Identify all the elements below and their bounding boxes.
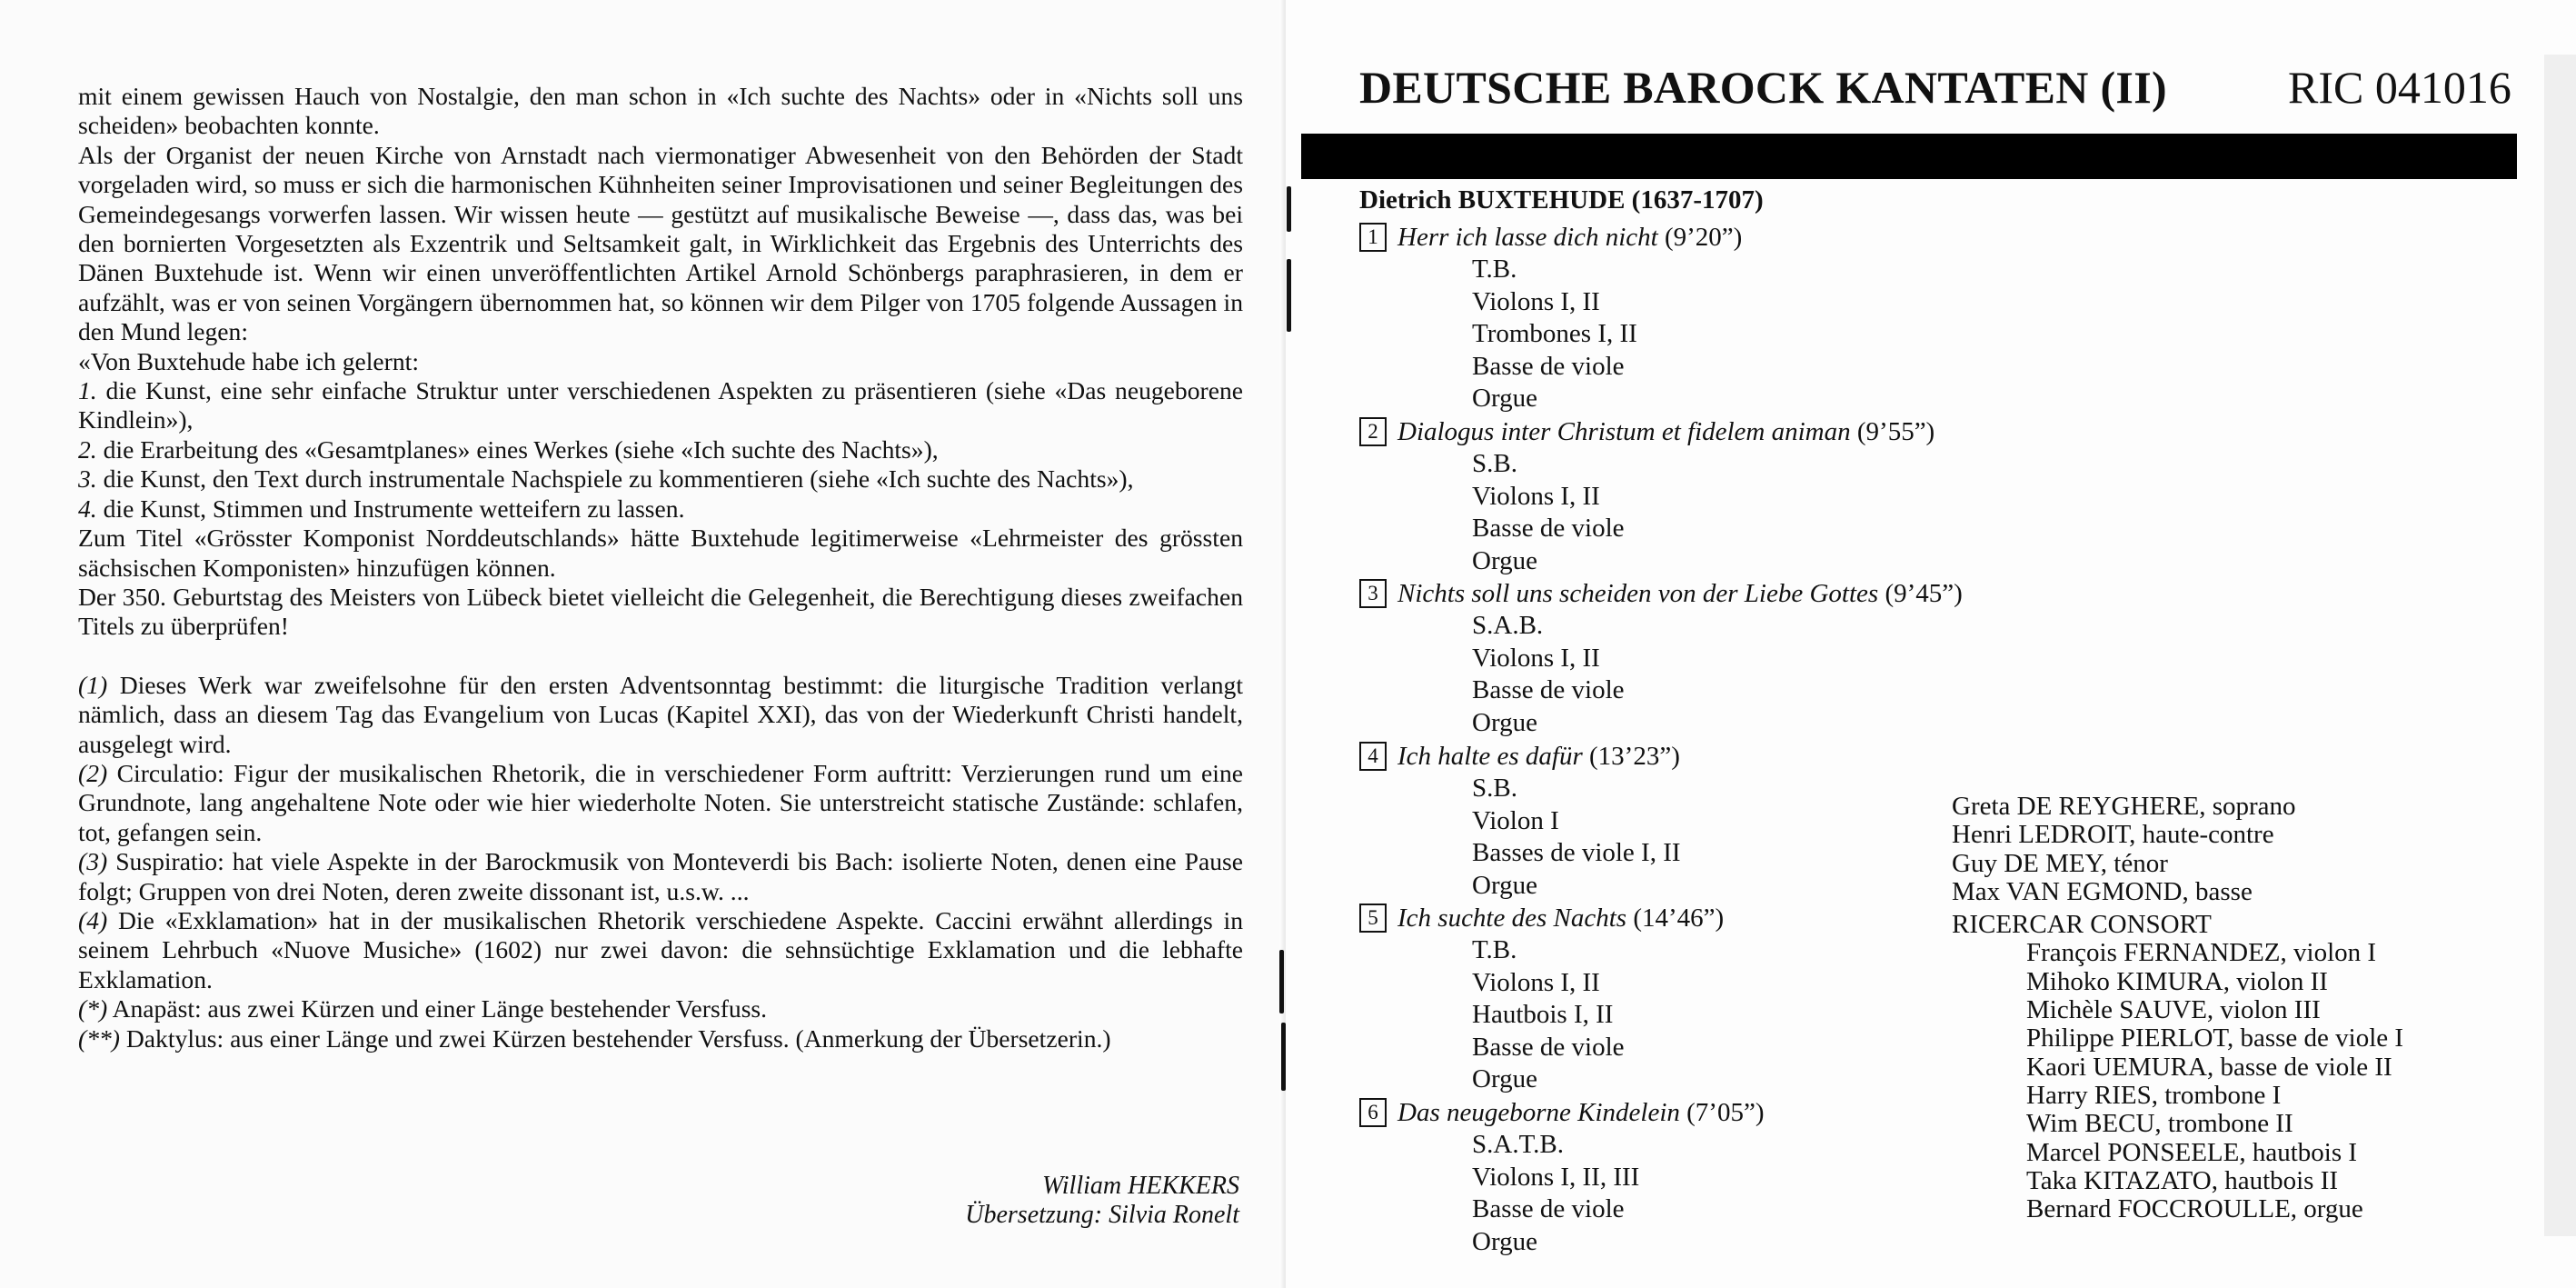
catalog-number: RIC 041016: [2288, 62, 2511, 113]
track-6: [1359, 1097, 1764, 1258]
track-5: [1359, 903, 1724, 1096]
track-number: 4: [1359, 742, 1387, 771]
scoring-line: Basse de viole: [1472, 675, 1625, 704]
binding-clip: [1287, 259, 1291, 332]
track-duration: (13’23”): [1582, 742, 1680, 771]
performers-list: [1952, 793, 2403, 1223]
track-scoring: [1472, 610, 1963, 739]
scoring-line: Violons I, II: [1472, 286, 1600, 316]
scoring-line: S.A.B.: [1472, 611, 1544, 640]
ensemble-member: Bernard FOCCROULLE, orgue: [2026, 1194, 2363, 1224]
track-scoring: [1472, 934, 1724, 1096]
track-3: [1359, 578, 1963, 739]
track-number: 3: [1359, 579, 1387, 608]
track-title: Herr ich lasse dich nicht: [1397, 223, 1658, 252]
track-title: Ich suchte des Nachts: [1397, 904, 1627, 933]
soloist: Max VAN EGMOND, basse: [1952, 876, 2253, 906]
list-item: 4. die Kunst, Stimmen und Instrumente wetteifern zu lassen.: [78, 494, 685, 523]
essay-paragraph: mit einem gewissen Hauch von Nostalgie, den man schon in «Ich suchte des Nachts» oder in «Nichts soll uns scheiden» beobachten konnte.: [78, 82, 1243, 140]
ensemble-member: Taka KITAZATO, hautbois II: [2026, 1165, 2339, 1195]
album-title: DEUTSCHE BAROCK KANTATEN (II): [1359, 62, 2167, 113]
track-duration: (9’55”): [1850, 417, 1935, 446]
binding-clip: [1279, 950, 1284, 1013]
soloist: Guy DE MEY, ténor: [1952, 848, 2168, 878]
list-item: 2. die Erarbeitung des «Gesamtplanes» eines Werkes (siehe «Ich suchte des Nachts»),: [78, 434, 939, 464]
track-number: 2: [1359, 417, 1387, 446]
binding-clip: [1287, 186, 1291, 232]
scoring-line: Violons I, II: [1472, 967, 1600, 997]
ensemble-member: Kaori UEMURA, basse de viole II: [2026, 1052, 2392, 1082]
scoring-line: Orgue: [1472, 707, 1537, 737]
ensemble-name: RICERCAR CONSORT: [1952, 910, 2212, 940]
footnote: (3) Suspiratio: hat viele Aspekte in der Barockmusik von Monteverdi bis Bach: isolierte Noten, denen eine Pause folgt; Gruppen von drei Noten, deren zweite dissonant ist, u.s.w. ...: [78, 847, 1243, 905]
track-1: [1359, 222, 1742, 415]
scoring-line: Violons I, II: [1472, 643, 1600, 673]
track-number: 6: [1359, 1098, 1387, 1127]
track-2: [1359, 416, 1934, 577]
footnote: (1) Dieses Werk war zweifelsohne für den ersten Adventsonntag bestimmt: die liturgische Tradition verlangt nämlich, dass an diesem Tag das Evangelium von Lucas (Kapitel XXI), das von der Wiederkunft Christi handelt, ausgelegt wird.: [78, 670, 1243, 758]
list-item: 3. die Kunst, den Text durch instrumentale Nachspiele zu kommentieren (siehe «Ich suchte des Nachts»),: [78, 464, 1134, 494]
track-duration: (14’46”): [1626, 904, 1725, 933]
scoring-line: S.A.T.B.: [1472, 1130, 1564, 1159]
track-duration: (7’05”): [1679, 1098, 1765, 1127]
essay-body: [78, 82, 1243, 1053]
track-4: [1359, 741, 1681, 902]
essay-paragraph: «Von Buxtehude habe ich gelernt:: [78, 346, 419, 375]
scoring-line: T.B.: [1472, 935, 1517, 964]
scoring-line: Violons I, II, III: [1472, 1162, 1640, 1192]
scoring-line: Orgue: [1472, 1064, 1537, 1093]
track-duration: (9’45”): [1878, 579, 1963, 608]
scoring-line: Basse de viole: [1472, 1194, 1625, 1223]
track-scoring: [1472, 773, 1681, 902]
scoring-line: Orgue: [1472, 545, 1537, 575]
scoring-line: Orgue: [1472, 1226, 1537, 1256]
scoring-line: Basse de viole: [1472, 351, 1625, 381]
scoring-line: Trombones I, II: [1472, 319, 1637, 348]
track-scoring: [1472, 254, 1742, 415]
scoring-line: Orgue: [1472, 870, 1537, 900]
title-bar: [1301, 134, 2517, 179]
footnote: (2) Circulatio: Figur der musikalischen Rhetorik, die in verschiedener Form auftritt: Verzierungen rund um eine Grundnote, lang angehaltene Note oder wie hier wiederholte Noten. Sie unterstreicht statische Zustände: schlafen, tot, gefangen sein.: [78, 758, 1243, 846]
footnote: (*) Anapäst: aus zwei Kürzen und einer Länge bestehender Versfuss.: [78, 994, 768, 1023]
scoring-line: Basses de viole I, II: [1472, 838, 1681, 867]
author-name: William HEKKERS: [1042, 1172, 1239, 1200]
ensemble-member: Harry RIES, trombone I: [2026, 1080, 2282, 1110]
scoring-line: T.B.: [1472, 255, 1517, 284]
footnote: (**) Daktylus: aus einer Länge und zwei Kürzen bestehender Versfuss. (Anmerkung der Übersetzerin.): [78, 1023, 1111, 1053]
scoring-line: Basse de viole: [1472, 514, 1625, 543]
scoring-line: S.B.: [1472, 449, 1517, 478]
track-duration: (9’20”): [1657, 223, 1743, 252]
essay-paragraph: Zum Titel «Grösster Komponist Norddeutschlands» hätte Buxtehude legitimerweise «Lehrmeister des grössten sächsischen Komponisten» hinzufügen können.: [78, 524, 1243, 582]
soloist: Henri LEDROIT, haute-contre: [1952, 820, 2274, 850]
ensemble-member: Mihoko KIMURA, violon II: [2026, 966, 2328, 996]
scoring-line: Violon I: [1472, 805, 1559, 835]
track-title: Dialogus inter Christum et fidelem animan: [1397, 417, 1851, 446]
scoring-line: Orgue: [1472, 384, 1537, 413]
track-number: 1: [1359, 223, 1387, 252]
scoring-line: S.B.: [1472, 774, 1517, 803]
track-number: 5: [1359, 904, 1387, 933]
scoring-line: Hautbois I, II: [1472, 1000, 1614, 1029]
footnote: (4) Die «Exklamation» hat in der musikalischen Rhetorik verschiedene Aspekte. Caccini erwähnt allerdings in seinem Lehrbuch «Nuove Musiche» (1602) nur zwei davon: die sehnsüchtige Exklamation und die lebhafte Exklamation.: [78, 905, 1243, 993]
track-title: Nichts soll uns scheiden von der Liebe Gottes: [1397, 579, 1879, 608]
page-edge: [2544, 55, 2576, 1236]
essay-paragraph: Als der Organist der neuen Kirche von Arnstadt nach viermonatiger Abwesenheit von den Behörden der Stadt vorgeladen wird, so muss er sich die harmonischen Kühnheiten seiner Improvisationen und seiner Begleitungen des Gemeindegesangs vorwerfen lassen. Wir wissen heute — gestützt auf musikalische Beweise —, dass das, was bei den bornierten Vorgesetzten als Exzentrik und Seltsamkeit galt, in Wirklichkeit das Ergebnis des Unterrichts des Dänen Buxtehude ist. Wenn wir einen unveröffentlichten Artikel Arnold Schönbergs paraphrasieren, in dem er aufzählt, was er von seinen Vorgängern übernommen hat, so können wir dem Pilger von 1705 folgende Aussagen in den Mund legen:: [78, 140, 1243, 346]
track-scoring: [1472, 1129, 1764, 1258]
scoring-line: Violons I, II: [1472, 481, 1600, 511]
left-page: [0, 0, 1286, 1288]
ensemble-member: Marcel PONSEELE, hautbois I: [2026, 1137, 2358, 1167]
track-title: Ich halte es dafür: [1397, 742, 1583, 771]
binding-clip: [1281, 1023, 1286, 1091]
essay-paragraph: Der 350. Geburtstag des Meisters von Lübeck bietet vielleicht die Gelegenheit, die Berechtigung dieses zweifachen Titels zu überprüfen!: [78, 582, 1243, 641]
ensemble-member: Wim BECU, trombone II: [2026, 1109, 2293, 1139]
composer-heading: Dietrich BUXTEHUDE (1637-1707): [1359, 185, 1764, 215]
ensemble-member: Philippe PIERLOT, basse de viole I: [2026, 1023, 2404, 1053]
list-item: 1. die Kunst, eine sehr einfache Struktur unter verschiedenen Aspekten zu präsentieren (siehe «Das neugeborene Kindlein»),: [78, 376, 1243, 434]
scoring-line: Basse de viole: [1472, 1032, 1625, 1062]
ensemble-member: François FERNANDEZ, violon I: [2026, 938, 2377, 968]
ensemble-member: Michèle SAUVE, violon III: [2026, 995, 2321, 1025]
translator-credit: Übersetzung: Silvia Ronelt: [965, 1201, 1239, 1229]
track-title: Das neugeborne Kindelein: [1397, 1098, 1680, 1127]
track-scoring: [1472, 448, 1934, 577]
signature-block: [965, 1172, 1239, 1230]
soloist: Greta DE REYGHERE, soprano: [1952, 792, 2296, 821]
